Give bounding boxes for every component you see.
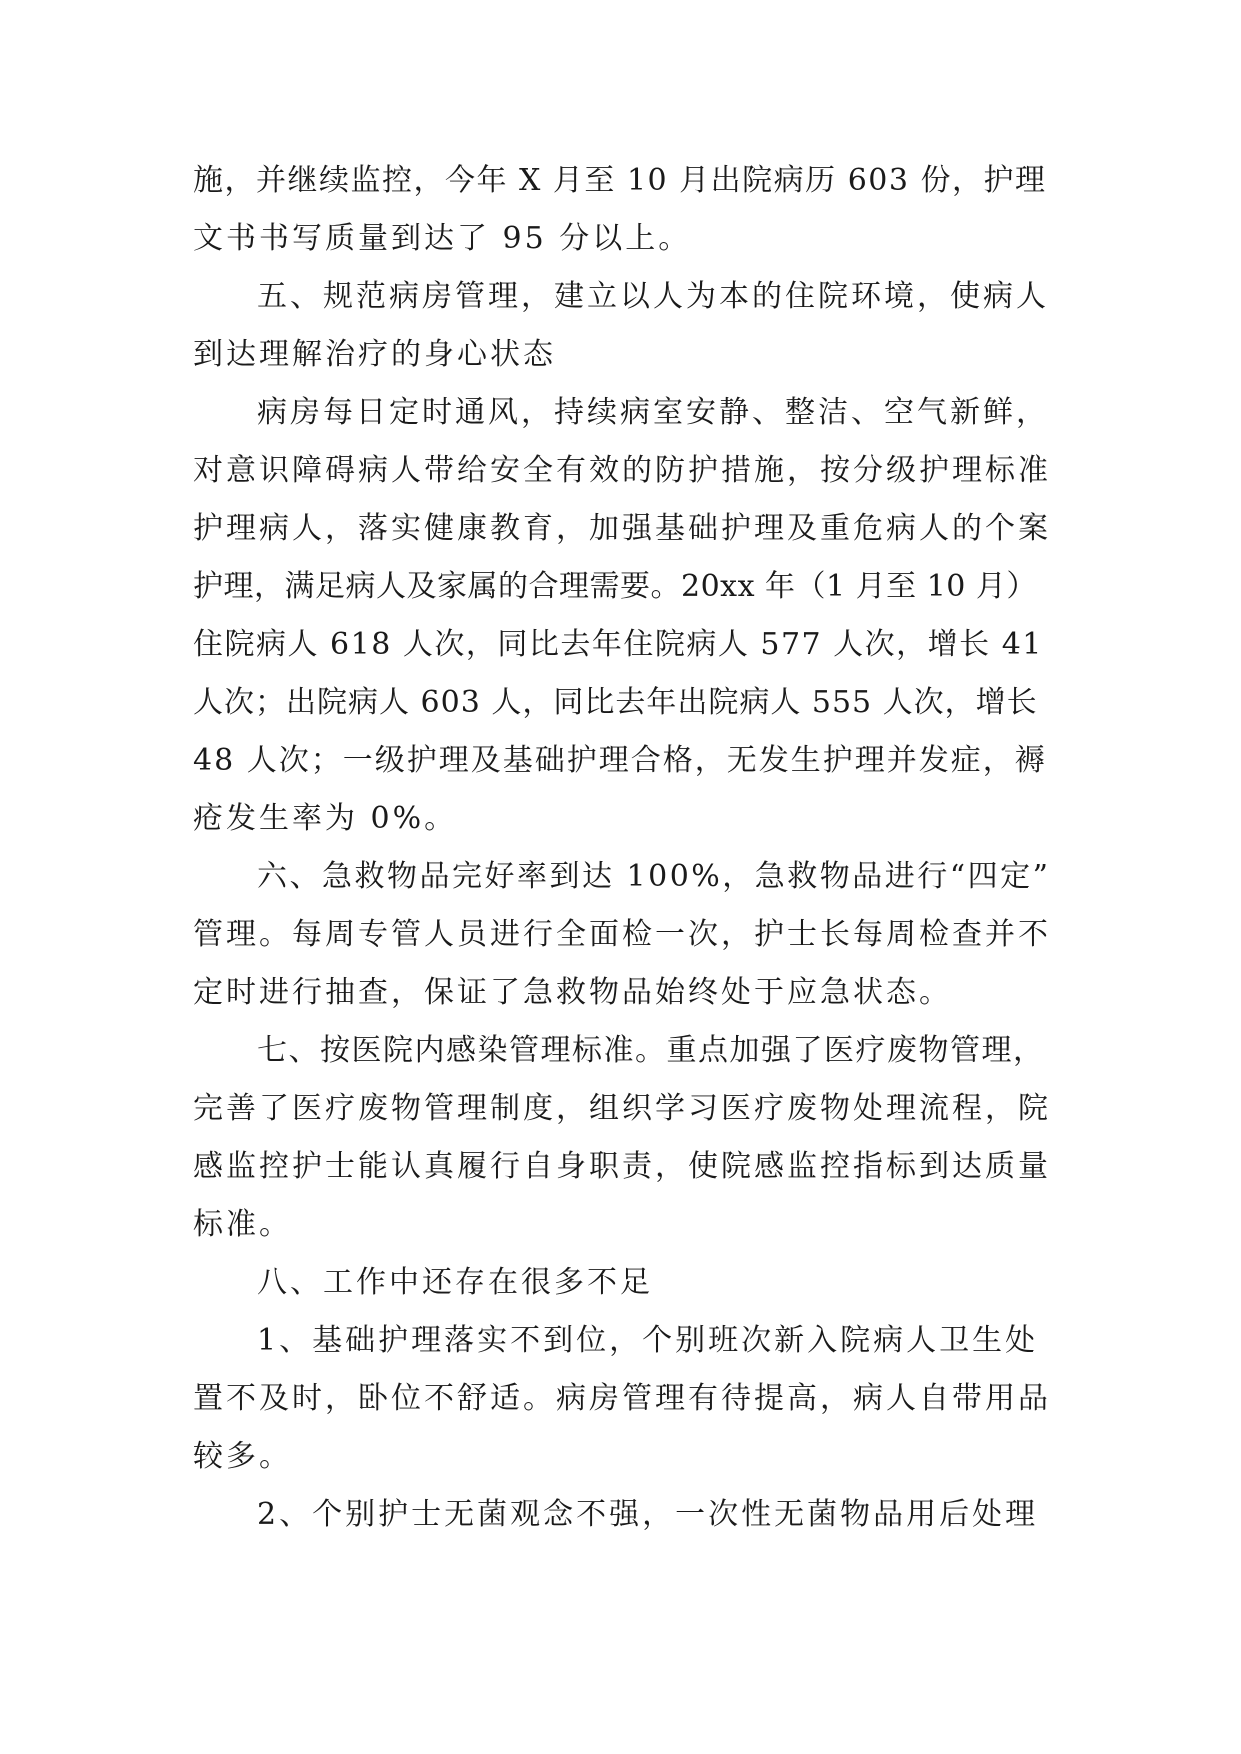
text-line: 置不及时，卧位不舒适。病房管理有待提高，病人自带用品 xyxy=(193,1381,1051,1416)
paragraph-start: 病房每日定时通风，持续病室安静、整洁、空气新鲜， xyxy=(257,395,1049,430)
text-line: 感监控护士能认真履行自身职责，使院感监控指标到达质量 xyxy=(193,1149,1051,1184)
section-heading: 八、工作中还存在很多不足 xyxy=(257,1265,653,1300)
text-line: 疮发生率为 0%。 xyxy=(193,801,458,836)
text-line: 护理，满足病人及家属的合理需要。20xx 年（1 月至 10 月） xyxy=(193,569,1037,604)
text-line: 48 人次；一级护理及基础护理合格，无发生护理并发症，褥 xyxy=(193,743,1047,778)
text-line: 文书书写质量到达了 95 分以上。 xyxy=(193,221,692,256)
list-item: 2、个别护士无菌观念不强，一次性无菌物品用后处理 xyxy=(257,1497,1039,1532)
text-line: 管理。每周专管人员进行全面检一次，护士长每周检查并不 xyxy=(193,917,1051,952)
text-line: 施，并继续监控，今年 X 月至 10 月出院病历 603 份，护理 xyxy=(193,163,1047,198)
section-heading: 五、规范病房管理，建立以人为本的住院环境，使病人 xyxy=(257,279,1049,314)
text-line: 标准。 xyxy=(193,1207,292,1242)
text-line: 住院病人 618 人次，同比去年住院病人 577 人次，增长 41 xyxy=(193,627,1043,662)
section-heading: 六、急救物品完好率到达 100%，急救物品进行“四定” xyxy=(257,859,1051,894)
section-heading: 到达理解治疗的身心状态 xyxy=(193,337,556,372)
list-item: 1、基础护理落实不到位，个别班次新入院病人卫生处 xyxy=(257,1323,1039,1358)
text-line: 完善了医疗废物管理制度，组织学习医疗废物处理流程，院 xyxy=(193,1091,1051,1126)
text-line: 对意识障碍病人带给安全有效的防护措施，按分级护理标准 xyxy=(193,453,1051,488)
document-body xyxy=(193,152,1051,1544)
section-heading: 七、按医院内感染管理标准。重点加强了医疗废物管理， xyxy=(257,1033,1045,1068)
text-line: 护理病人，落实健康教育，加强基础护理及重危病人的个案 xyxy=(193,511,1051,546)
text-line: 定时进行抽查，保证了急救物品始终处于应急状态。 xyxy=(193,975,952,1010)
text-line: 较多。 xyxy=(193,1439,292,1474)
text-line: 人次；出院病人 603 人，同比去年出院病人 555 人次，增长 xyxy=(193,685,1038,720)
